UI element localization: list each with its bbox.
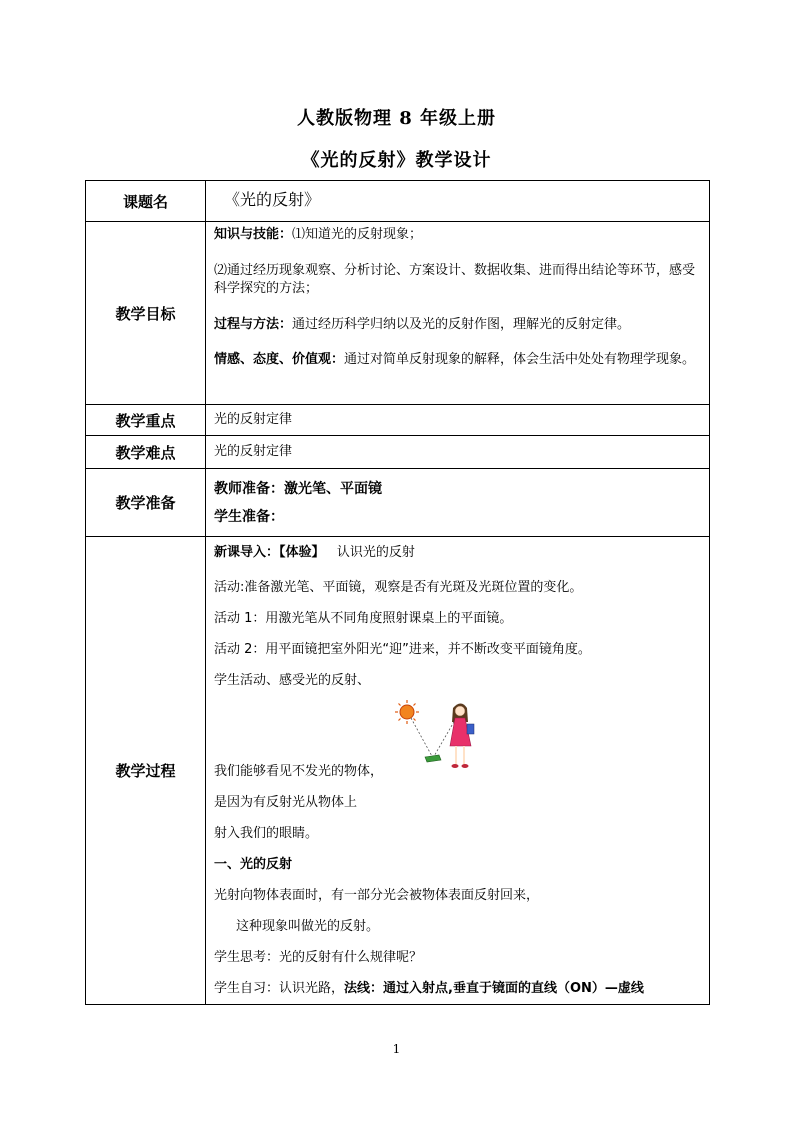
activity-0: 活动:准备激光笔、平面镜，观察是否有光斑及光斑位置的变化。 bbox=[214, 580, 583, 595]
goal-process bbox=[214, 316, 701, 334]
label-key-point: 教学重点 bbox=[86, 405, 206, 436]
row-key-point bbox=[86, 405, 710, 436]
see-line-3: 射入我们的眼睛。 bbox=[214, 826, 319, 841]
row-topic bbox=[86, 181, 710, 222]
see-line-1: 我们能够看见不发光的物体， bbox=[214, 764, 384, 779]
mirror-icon bbox=[425, 755, 441, 762]
process-text: 通过经历科学归纳以及光的反射作图，理解光的反射定律。 bbox=[292, 317, 631, 332]
goal-knowledge-2: ⑵通过经历现象观察、分析讨论、方案设计、数据收集、进而得出结论等环节，感受科学探究的方法； bbox=[214, 263, 696, 296]
student-activity: 学生活动、感受光的反射、 bbox=[214, 673, 371, 688]
emotion-label: 情感、态度、价值观： bbox=[214, 352, 345, 367]
label-process: 教学过程 bbox=[86, 537, 206, 1005]
normal-text: 通过入射点,垂直于镜面的直线（ON）—虚线 bbox=[383, 981, 644, 996]
light-ray bbox=[411, 718, 455, 758]
label-prep: 教学准备 bbox=[86, 469, 206, 537]
definition-line-2: 这种现象叫做光的反射。 bbox=[236, 919, 380, 934]
doc-title-line1: 人教版物理 8 年级上册 bbox=[296, 108, 497, 129]
label-difficulty: 教学难点 bbox=[86, 436, 206, 469]
label-topic: 课题名 bbox=[86, 181, 206, 222]
girl-icon bbox=[450, 704, 474, 769]
sun-icon bbox=[395, 700, 419, 724]
intro-label: 新课导入：【体验】 bbox=[214, 545, 325, 560]
see-line-2: 是因为有反射光从物体上 bbox=[214, 795, 358, 810]
key-point-value: 光的反射定律 bbox=[206, 405, 710, 436]
doc-title-line2: 《光的反射》教学设计 bbox=[301, 150, 492, 171]
row-goals bbox=[86, 222, 710, 405]
emotion-text: 通过对简单反射现象的解释，体会生活中处处有物理学现象。 bbox=[344, 352, 696, 367]
topic-value: 《光的反射》 bbox=[224, 190, 321, 209]
knowledge-label: 知识与技能： bbox=[214, 227, 293, 242]
row-difficulty bbox=[86, 436, 710, 469]
lesson-plan-table bbox=[85, 180, 710, 1005]
activity-2: 活动 2：用平面镜把室外阳光“迎”进来，并不断改变平面镜角度。 bbox=[214, 642, 591, 657]
goal-knowledge bbox=[214, 226, 701, 244]
process-intro bbox=[214, 542, 701, 564]
self-study bbox=[214, 973, 701, 1004]
student-think: 学生思考：光的反射有什么规律呢？ bbox=[214, 950, 423, 965]
knowledge-text: ⑴知道光的反射现象； bbox=[292, 227, 423, 242]
page-number: 1 bbox=[392, 1042, 401, 1056]
process-label: 过程与方法： bbox=[214, 317, 293, 332]
prep-teacher: 教师准备：激光笔、平面镜 bbox=[214, 480, 382, 497]
intro-text: 认识光的反射 bbox=[336, 545, 415, 560]
difficulty-value: 光的反射定律 bbox=[206, 436, 710, 469]
normal-label: 法线： bbox=[344, 981, 384, 996]
row-prep bbox=[86, 469, 710, 537]
self-study-prefix: 学生自习：认识光路， bbox=[214, 981, 345, 996]
reflection-illustration bbox=[395, 700, 485, 772]
prep-student: 学生准备： bbox=[214, 508, 284, 525]
definition-line-1: 光射向物体表面时，有一部分光会被物体表面反射回来， bbox=[214, 888, 540, 903]
activity-1: 活动 1：用激光笔从不同角度照射课桌上的平面镜。 bbox=[214, 611, 513, 626]
section-heading-reflection: 一、光的反射 bbox=[214, 857, 293, 872]
goal-emotion bbox=[214, 351, 701, 369]
label-goals: 教学目标 bbox=[86, 222, 206, 405]
